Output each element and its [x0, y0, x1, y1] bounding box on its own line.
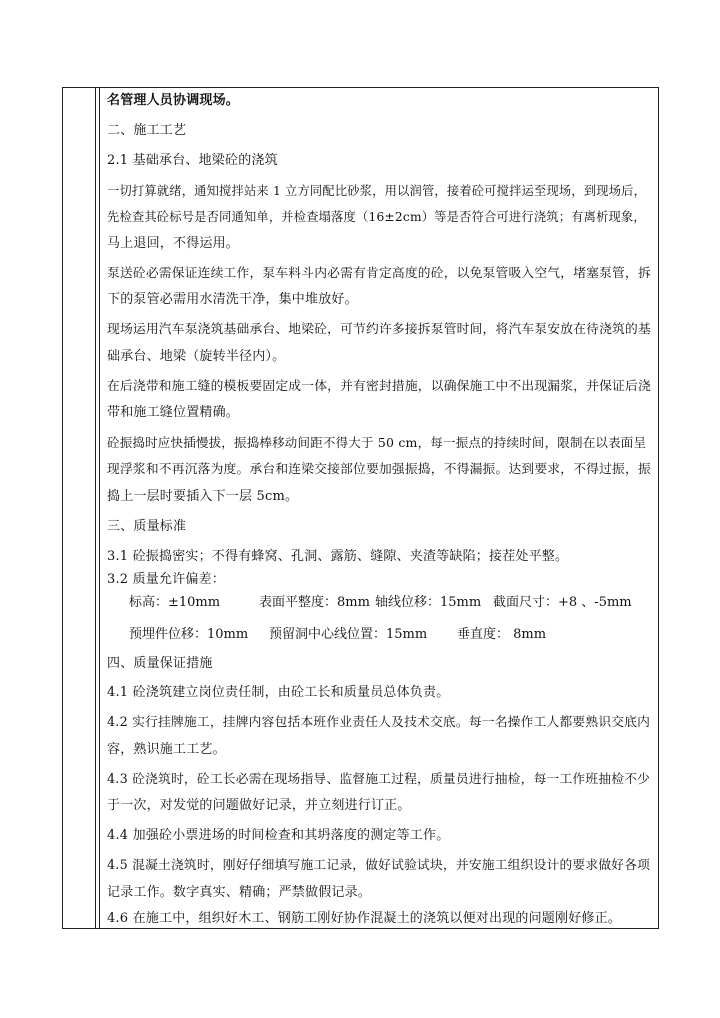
text-line: 记录工作。数字真实、精确；严禁做假记录。 [107, 885, 372, 900]
section-heading-4: 四、质量保证措施 [107, 656, 213, 671]
tolerance-embedded: 预埋件位移：10mm [129, 627, 249, 642]
text-line: 4.3 砼浇筑时，砼工长必需在现场指导、监督施工过程，质量员进行抽检，每一工作班抽检不少 [107, 772, 651, 787]
text-line: 4.5 混凝土浇筑时，刚好仔细填写施工记录，做好试验试块，并安施工组织设计的要求做好各项 [107, 858, 651, 873]
text-line: 捣上一层时要插入下一层 5cm。 [107, 489, 299, 504]
text-line: 在后浇带和施工缝的模板要固定成一体，并有密封措施，以确保施工中不出现漏浆，并保证后浇 [107, 379, 651, 394]
text-line: 一切打算就绪，通知搅拌站来 1 立方同配比砂浆，用以润管，接着砼可搅拌运至现场，到现场后， [107, 184, 647, 198]
tolerance-section: 截面尺寸：+8 、-5mm [493, 595, 632, 610]
text-line: 容，熟识施工工艺。 [107, 742, 226, 757]
tolerance-vertical: 垂直度： 8mm [457, 627, 547, 642]
text-line: 现场运用汽车泵浇筑基础承台、地梁砼，可节约许多接拆泵管时间，将汽车泵安放在待浇筑的基 [107, 322, 651, 337]
tolerance-hole-center: 预留洞中心线位置：15mm [269, 627, 428, 642]
text-line: 泵送砼必需保证连续工作，泵车料斗内必需有肯定高度的砼，以免泵管吸入空气，堵塞泵管，拆 [107, 266, 651, 281]
tolerance-elevation: 标高：±10mm [129, 595, 221, 610]
text-line: 带和施工缝位置精确。 [107, 405, 240, 420]
text-line: 砼振捣时应快插慢拔，振捣棒移动间距不得大于 50 cm，每一振点的持续时间，限制在以表面呈 [107, 435, 647, 450]
text-line: 下的泵管必需用水清洗干净，集中堆放好。 [107, 292, 358, 307]
section-heading-3: 三、质量标准 [107, 519, 187, 534]
left-column-border-inner [99, 88, 100, 928]
text-line: 3.1 砼振捣密实；不得有蜂窝、孔洞、露筋、缝隙、夹渣等缺陷；接茬处平整。 [107, 549, 569, 564]
left-column-border [95, 88, 96, 928]
text-line: 4.1 砼浇筑建立岗位责任制，由砼工长和质量员总体负责。 [107, 685, 450, 700]
text-line: 现浮浆和不再沉落为度。承台和连梁交接部位要加强振捣，不得漏振。达到要求，不得过振，振 [107, 462, 651, 477]
text-line: 3.2 质量允许偏差： [107, 572, 226, 587]
text-line: 于一次，对发觉的问题做好记录，并立刻进行订正。 [107, 798, 411, 813]
text-line: 础承台、地梁（旋转半径内）。 [107, 349, 286, 364]
text-line: 先检查其砼标号是否同通知单，并检查塌落度（16±2cm）等是否符合可进行浇筑；有离析现象， [107, 210, 646, 224]
text-line: 马上退回，不得运用。 [107, 236, 240, 251]
subsection-heading-2-1: 2.1 基础承台、地梁砼的浇筑 [107, 153, 278, 168]
text-line: 4.4 加强砼小票进场的时间检查和其坍落度的测定等工作。 [107, 828, 450, 843]
document-table [62, 87, 659, 929]
text-line: 名管理人员协调现场。 [107, 93, 240, 108]
section-heading-2: 二、施工工艺 [107, 123, 187, 138]
text-line: 4.2 实行挂牌施工，挂牌内容包括本班作业责任人及技术交底。每一名操作工人都要熟识交底内 [107, 715, 651, 730]
tolerance-axis: 轴线位移：15mm [375, 595, 482, 610]
text-line: 4.6 在施工中，组织好木工、钢筋工刚好协作混凝土的浇筑以便对出现的问题刚好修正。 [107, 911, 622, 926]
tolerance-flatness: 表面平整度：8mm [259, 595, 370, 610]
